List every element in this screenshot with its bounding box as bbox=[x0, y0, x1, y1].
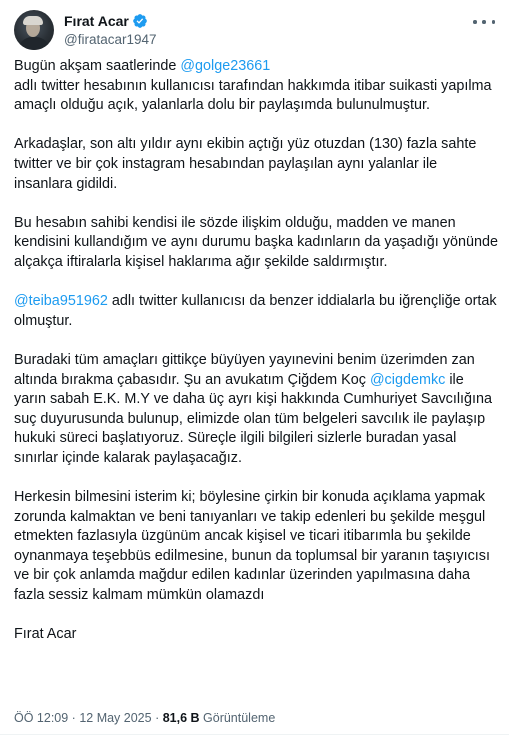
post-date[interactable]: 12 May 2025 bbox=[79, 711, 152, 725]
meta-separator: · bbox=[68, 711, 80, 725]
paragraph-text: Buradaki tüm amaçları gittikçe büyüyen yayınevini benim üzerimden zan altında bırakma çabasıdır. Şu an avukatım Çiğdem Koç bbox=[14, 351, 475, 388]
paragraph-text: Bugün akşam saatlerinde bbox=[14, 58, 181, 74]
mention-link[interactable]: @cigdemkc bbox=[369, 371, 446, 388]
avatar[interactable] bbox=[14, 10, 54, 50]
paragraph-2: Arkadaşlar, son altı yıldır aynı ekibin açtığı yüz otuzdan (130) fazla sahte twitter ve bir çok instagram hesabından paylaşılan aynı yalanlar ile insanlara gidildi. bbox=[14, 136, 477, 192]
avatar-hair bbox=[23, 16, 43, 25]
paragraph-text: adlı twitter hesabının kullanıcısı tarafından hakkımda itibar suikasti yapılma amaçlı olduğu açık, yalanlarla dolu bir paylaşımda bulunulmuştur. bbox=[14, 77, 492, 114]
post-time[interactable]: ÖÖ 12:09 bbox=[14, 711, 69, 725]
paragraph-1 bbox=[14, 57, 499, 116]
paragraph-text: adlı twitter kullanıcısı da benzer iddialarla bu iğrençliğe ortak olmuştur. bbox=[14, 293, 497, 329]
tweet-header bbox=[14, 10, 497, 50]
mention-link[interactable]: @golge23661 bbox=[180, 58, 271, 74]
tweet-metadata bbox=[14, 711, 275, 725]
user-handle[interactable]: @firatacar1947 bbox=[64, 32, 157, 47]
paragraph-3: Bu hesabın sahibi kendisi ile sözde ilişkim olduğu, madden ve manen kendisini kullandığım ve aynı durumu başka kadınların da yaşadığı yönünde alçakça iftiralarla kişisel haklarıma ağır şekilde saldırmıştır. bbox=[14, 214, 498, 270]
paragraph-text: ile yarın sabah E.K. M.Y ve daha üç ayrı kişi hakkında Cumhuriyet Savcılığına suç duyurusunda bulunup, elimizde olan tüm belgeleri savcılık ile paylaşıp hukuki süreci başlatıyoruz. Süreçle ilgili bilgileri sizlerle buradan yasal sınırlar içinde kalarak paylaşacağız. bbox=[14, 371, 493, 466]
tweet-text bbox=[14, 57, 499, 664]
verified-badge-icon[interactable] bbox=[132, 13, 148, 29]
signature: Fırat Acar bbox=[14, 626, 77, 643]
views-label: Görüntüleme bbox=[199, 711, 276, 725]
more-options-icon[interactable] bbox=[473, 14, 495, 30]
name-row bbox=[64, 12, 157, 30]
avatar-body bbox=[18, 37, 50, 50]
paragraph-4 bbox=[14, 292, 499, 331]
more-dot bbox=[482, 20, 486, 24]
meta-separator: · bbox=[151, 711, 163, 725]
author-info bbox=[64, 12, 157, 47]
paragraph-6: Herkesin bilmesini isterim ki; böylesine çirkin bir konuda açıklama yapmak zorunda kalmaktan ve beni tanıyanları ve takip edenleri bu şekilde meşgul etmekten fazlasıyla üzgünüm ancak kişisel ve ticari itibarımla bu şekilde oynanmaya teşebbüs edilmesine, bunun da toplumsal bir yaranın taşıyıcısı ve bir çok anlamda mağdur edilen kadınlar üzerinden yapılmasına daha fazla sessiz kalmam mümkün olamazdı bbox=[14, 489, 490, 604]
mention-link[interactable]: @teiba951962 bbox=[14, 293, 108, 310]
display-name[interactable]: Fırat Acar bbox=[64, 13, 129, 29]
more-dot bbox=[473, 20, 477, 24]
paragraph-5 bbox=[14, 351, 499, 469]
more-dot bbox=[492, 20, 496, 24]
views-count[interactable]: 81,6 B bbox=[162, 711, 200, 725]
